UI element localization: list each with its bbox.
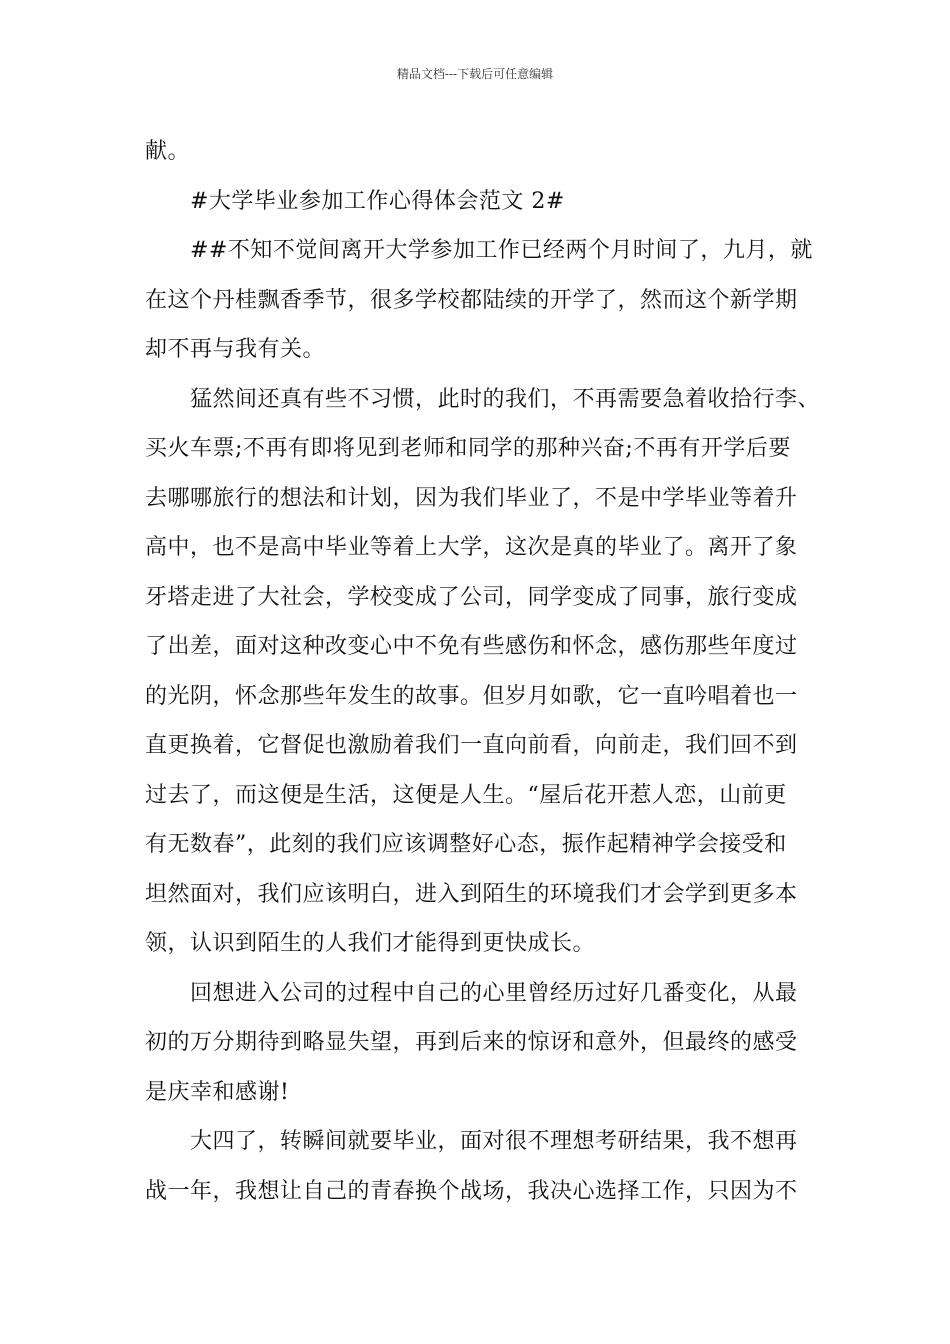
text-line: 高中，也不是高中毕业等着上大学，这次是真的毕业了。离开了象	[145, 535, 798, 560]
text-line: 大四了，转瞬间就要毕业，面对很不理想考研结果，我不想再	[190, 1129, 798, 1154]
text-line: ##不知不觉间离开大学参加工作已经两个月时间了，九月，就	[190, 238, 813, 263]
text-line: 献。	[145, 139, 191, 164]
text-line: 了出差，面对这种改变心中不免有些感伤和怀念，感伤那些年度过	[145, 634, 798, 659]
text-line: 是庆幸和感谢!	[145, 1079, 290, 1105]
paragraph	[145, 375, 821, 969]
text-line: 却不再与我有关。	[145, 337, 326, 362]
text-line: 的光阴，怀念那些年发生的故事。但岁月如歌，它一直吟唱着也一	[145, 683, 798, 709]
text-line: 猛然间还真有些不习惯，此时的我们，不再需要急着收拾行李、	[190, 386, 821, 412]
text-line: 去哪哪旅行的想法和计划，因为我们毕业了，不是中学毕业等着升	[145, 485, 798, 511]
text-line: 在这个丹桂飘香季节，很多学校都陆续的开学了，然而这个新学期	[145, 287, 798, 313]
paragraph	[145, 969, 807, 1118]
text-line: 坦然面对，我们应该明白，进入到陌生的环境我们才会学到更多本	[145, 881, 798, 907]
section-heading	[145, 177, 807, 227]
text-line: 过去了，而这便是生活，这便是人生。“屋后花开惹人恋，山前更	[145, 782, 787, 808]
document-body	[145, 127, 821, 1216]
text-line: 回想进入公司的过程中自己的心里曾经历过好几番变化，从最	[190, 980, 798, 1006]
paragraph	[145, 226, 813, 375]
text-line: 领，认识到陌生的人我们才能得到更快成长。	[145, 931, 596, 956]
text-line: 战一年，我想让自己的青春换个战场，我决心选择工作，只因为不	[145, 1178, 798, 1204]
paragraph	[145, 1117, 807, 1216]
heading-line: #大学毕业参加工作心得体会范文 2#	[190, 188, 565, 214]
page-header: 精品文档---下载后可任意编辑	[396, 67, 554, 81]
paragraph-continuation	[145, 127, 807, 177]
text-line: 有无数春”，此刻的我们应该调整好心态，振作起精神学会接受和	[145, 832, 787, 857]
text-line: 买火车票;不再有即将见到老师和同学的那种兴奋;不再有开学后要	[145, 436, 791, 461]
text-line: 牙塔走进了大社会，学校变成了公司，同学变成了同事，旅行变成	[145, 584, 798, 610]
text-line: 直更换着，它督促也激励着我们一直向前看，向前走，我们回不到	[145, 733, 798, 758]
text-line: 初的万分期待到略显失望，再到后来的惊讶和意外，但最终的感受	[145, 1030, 798, 1055]
